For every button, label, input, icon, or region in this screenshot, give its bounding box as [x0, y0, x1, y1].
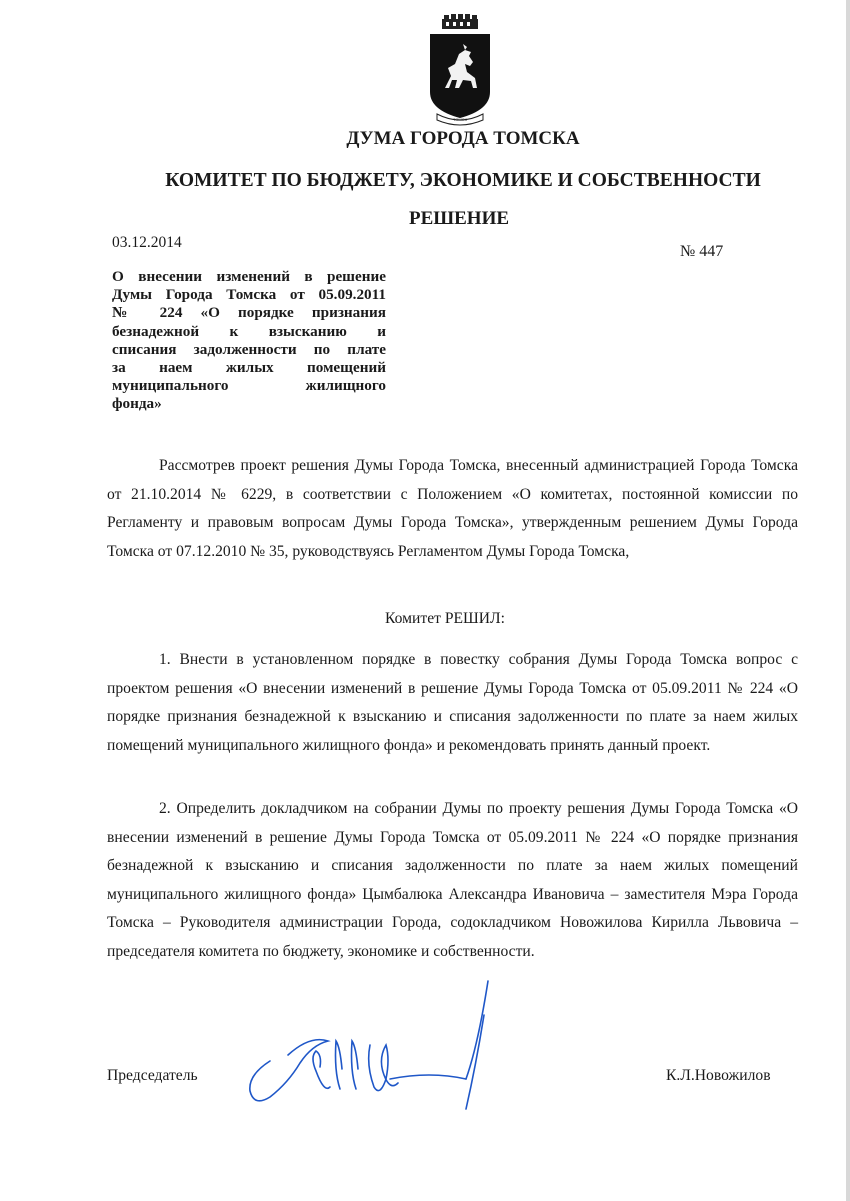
svg-text:ТОМСК: ТОМСК — [453, 117, 467, 122]
subject-line: за наем жилых помещений — [112, 359, 386, 377]
subject-line: списания задолженности по плате — [112, 340, 386, 358]
org-name: ДУМА ГОРОДА ТОМСКА — [346, 128, 580, 149]
coat-of-arms-icon — [425, 14, 495, 126]
decision-number: № 447 — [680, 243, 724, 260]
committee-name: КОМИТЕТ ПО БЮДЖЕТУ, ЭКОНОМИКЕ И СОБСТВЕННОСТИ — [165, 170, 761, 191]
signatory-name: К.Л.Новожилов — [666, 1067, 771, 1084]
signature-label: Председатель — [107, 1067, 198, 1084]
decision-item-2: 2. Определить докладчиком на собрании Думы по проекту решения Думы Города Томска «О внесении изменений в решение Думы Города Томска от 05.09.2011 № 224 «О порядке признания безнадежной к взысканию и списания задолженности по плате за наем жилых помещений муниципального жилищного фонда» Цымбалюка Александра Ивановича – заместителя Мэра Города Томска – Руководителя администрации Города, содокладчиком Новожилова Кирилла Львовича – председателя комитета по бюджету, экономике и собственности. — [107, 800, 798, 960]
decision-item-1: 1. Внести в установленном порядке в повестку собрания Думы Города Томска вопрос с проектом решения «О внесении изменений в решение Думы Города Томска от 05.09.2011 № 224 «О порядке признания безнадежной к взысканию и списания задолженности по плате за наем жилых помещений муниципального жилищного фонда» и рекомендовать принять данный проект. — [107, 651, 798, 754]
subject-line: муниципального жилищного — [112, 377, 386, 395]
decision-subject — [112, 268, 386, 414]
preamble-paragraph: Рассмотрев проект решения Думы Города Томска, внесенный администрацией Города Томска от 21.10.2014 № 6229, в соответствии с Положением «О комитетах, постоянной комиссии по Регламенту и правовым вопросам Думы Города Томска», утвержденным решением Думы Города Томска от 07.12.2010 № 35, руководствуясь Регламентом Думы Города Томска, — [107, 457, 798, 560]
decision-date: 03.12.2014 — [112, 234, 182, 251]
doc-kind-title: РЕШЕНИЕ — [408, 208, 510, 229]
subject-line: безнадежной к взысканию и — [112, 322, 386, 340]
subject-line: № 224 «О порядке признания — [112, 304, 386, 322]
subject-line: фонда» — [112, 395, 162, 413]
handwritten-signature — [240, 975, 510, 1115]
subject-line: Думы Города Томска от 05.09.2011 — [112, 286, 386, 304]
subject-line: О внесении изменений в решение — [112, 268, 386, 285]
decided-heading: Комитет РЕШИЛ: — [385, 610, 505, 627]
